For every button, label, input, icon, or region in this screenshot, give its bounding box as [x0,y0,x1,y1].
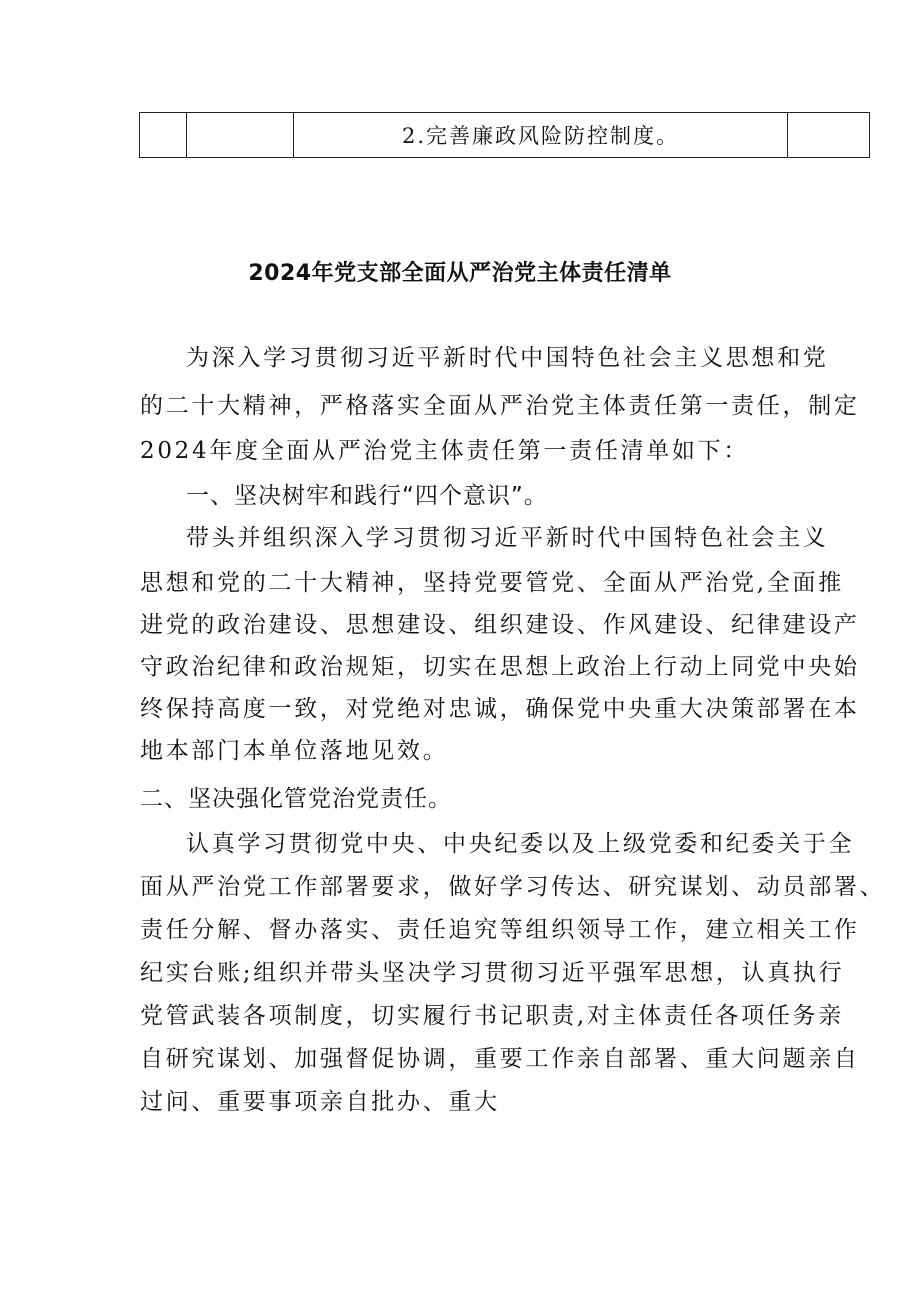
table-row [140,113,870,158]
table-cell-empty-2 [187,113,294,158]
section-2-line-6: 自研究谋划、加强督促协调，重要工作亲自部署、重大问题亲自 [140,1046,860,1072]
section-2-line-1: 认真学习贯彻党中央、中央纪委以及上级党委和纪委关于全 [186,831,855,857]
section-1-line-4: 守政治纪律和政治规矩，切实在思想上政治上行动上同党中央始 [140,654,860,680]
section-1-line-1: 带头并组织深入学习贯彻习近平新时代中国特色社会主义 [186,525,829,551]
section-2-line-5: 党管武装各项制度，切实履行书记职责,对主体责任各项任务亲 [140,1003,844,1029]
section-2-line-7: 过问、重要事项亲自批办、重大 [140,1089,500,1115]
section-2-heading: 二、坚决强化管党治党责任。 [140,786,452,812]
document-title: 2024年党支部全面从严治党主体责任清单 [248,261,672,286]
responsibility-table [139,112,870,158]
table-cell-empty-1 [140,113,187,158]
section-1-line-2: 思想和党的二十大精神，坚持党要管党、全面从严治党,全面推 [140,570,844,596]
intro-line-2: 的二十大精神，严格落实全面从严治党主体责任第一责任，制定 [140,393,860,419]
intro-line-3: 2024年度全面从严治党主体责任第一责任清单如下： [140,438,750,464]
table-cell-content: 2.完善廉政风险防控制度。 [294,113,788,158]
section-1-line-3: 进党的政治建设、思想建设、组织建设、作风建设、纪律建设产 [140,612,860,638]
section-2-line-3: 责任分解、督办落实、责任追究等组织领导工作，建立相关工作 [140,917,860,943]
section-1-line-5: 终保持高度一致，对党绝对忠诚，确保党中央重大决策部署在本 [140,696,860,722]
table-cell-empty-3 [788,113,870,158]
section-2-line-2: 面从严治党工作部署要求，做好学习传达、研究谋划、动员部署、 [140,874,886,900]
section-1-heading: 一、坚决树牢和践行“四个意识”。 [186,483,548,509]
section-2-line-4: 纪实台账;组织并带头坚决学习贯彻习近平强军思想，认真执行 [140,960,845,986]
intro-line-1: 为深入学习贯彻习近平新时代中国特色社会主义思想和党 [186,345,829,371]
section-1-line-6: 地本部门本单位落地见效。 [140,738,449,764]
